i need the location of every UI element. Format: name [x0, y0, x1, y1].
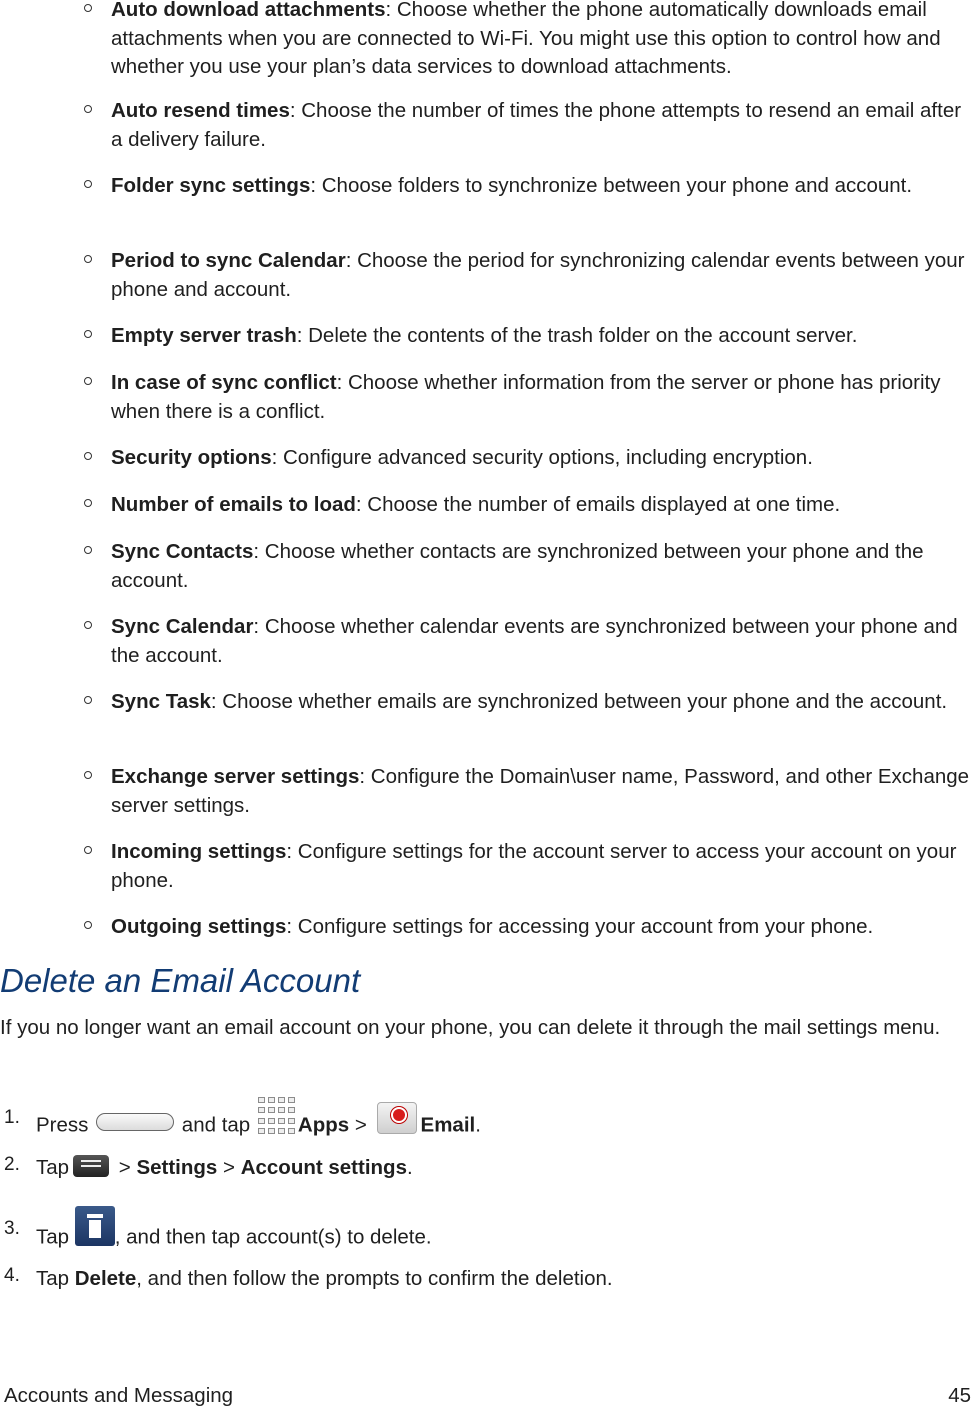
bullet-term: Incoming settings — [111, 840, 287, 863]
bullet-folder-sync-settings — [84, 172, 973, 201]
bullet-marker — [84, 921, 92, 929]
bullet-incoming-settings — [84, 838, 973, 895]
apps-label: Apps — [297, 1113, 350, 1137]
step-separator: > — [349, 1113, 373, 1137]
bullet-marker — [84, 4, 92, 12]
bullet-auto-download-attachments — [84, 0, 973, 82]
step-number: 4. — [4, 1265, 20, 1286]
bullet-term: Number of emails to load — [111, 493, 356, 516]
bullet-marker — [84, 696, 92, 704]
section-heading: Delete an Email Account — [0, 962, 361, 999]
bullet-sync-task — [84, 688, 973, 717]
bullet-text — [111, 444, 973, 473]
bullet-text — [111, 369, 973, 426]
bullet-desc: : Delete the contents of the trash folder on the account server. — [296, 324, 858, 347]
delete-label: Delete — [74, 1267, 137, 1290]
step-text: , and then tap account(s) to delete. — [114, 1225, 432, 1249]
home-key-icon — [96, 1113, 174, 1131]
step-number: 2. — [4, 1154, 20, 1175]
bullet-exchange-server-settings — [84, 763, 973, 820]
bullet-marker — [84, 330, 92, 338]
step-body — [36, 1218, 432, 1258]
trash-icon — [75, 1206, 115, 1246]
bullet-term: Auto resend times — [111, 99, 290, 122]
bullet-marker — [84, 255, 92, 263]
step-body — [36, 1154, 413, 1182]
bullet-outgoing-settings — [84, 913, 973, 942]
bullet-desc: : Configure the Domain\user name, Password, and other Exchange server settings. — [111, 765, 970, 817]
bullet-marker — [84, 180, 92, 188]
email-label: Email — [420, 1113, 476, 1137]
bullet-text — [111, 838, 973, 895]
bullet-text — [111, 688, 973, 717]
bullet-marker — [84, 452, 92, 460]
bullet-text — [111, 97, 973, 154]
step-body — [36, 1265, 613, 1293]
bullet-term: In case of sync conflict — [111, 371, 337, 394]
bullet-desc: : Choose whether the phone automatically downloads email attachments when you are connected to Wi-Fi. You might use this option to control how and whether you use your plan’s data services to download attachments. — [111, 0, 941, 78]
bullet-term: Auto download attachments — [111, 0, 386, 21]
bullet-term: Period to sync Calendar — [111, 249, 346, 272]
bullet-marker — [84, 377, 92, 385]
bullet-marker — [84, 846, 92, 854]
bullet-text — [111, 913, 973, 942]
bullet-marker — [84, 621, 92, 629]
bullet-desc: : Configure advanced security options, including encryption. — [271, 446, 813, 469]
step-body — [36, 1107, 481, 1145]
settings-label: Settings — [136, 1156, 218, 1179]
step-separator: > — [217, 1156, 241, 1179]
account-settings-label: Account settings — [240, 1156, 407, 1179]
bullet-text — [111, 322, 973, 351]
bullet-term: Sync Task — [111, 690, 211, 713]
bullet-marker — [84, 546, 92, 554]
bullet-desc: : Choose whether contacts are synchronized between your phone and the account. — [111, 540, 924, 592]
bullet-term: Sync Contacts — [111, 540, 254, 563]
menu-key-icon — [73, 1155, 109, 1177]
step-text: Press — [36, 1113, 89, 1137]
bullet-desc: : Choose the period for synchronizing calendar events between your phone and account. — [111, 249, 965, 301]
bullet-term: Sync Calendar — [111, 615, 254, 638]
bullet-sync-contacts — [84, 538, 973, 595]
step-number: 3. — [4, 1218, 20, 1239]
bullet-text — [111, 763, 973, 820]
bullet-marker — [84, 499, 92, 507]
bullet-number-of-emails-to-load — [84, 491, 973, 520]
bullet-desc: : Choose the number of emails displayed at one time. — [355, 493, 841, 516]
email-app-icon — [377, 1102, 417, 1134]
apps-grid-icon — [258, 1097, 296, 1135]
bullet-text — [111, 538, 973, 595]
bullet-text — [111, 172, 973, 201]
bullet-term: Security options — [111, 446, 272, 469]
bullet-marker — [84, 771, 92, 779]
step-number: 1. — [4, 1107, 20, 1128]
bullet-desc: : Configure settings for the account server to access your account on your phone. — [111, 840, 957, 892]
bullet-in-case-of-sync-conflict — [84, 369, 973, 426]
bullet-marker — [84, 105, 92, 113]
step-text: and tap — [176, 1113, 256, 1137]
bullet-text — [111, 247, 973, 304]
bullet-text — [111, 613, 973, 670]
bullet-empty-server-trash — [84, 322, 973, 351]
step-text: . — [406, 1156, 413, 1179]
step-separator: > — [113, 1156, 137, 1179]
bullet-auto-resend-times — [84, 97, 973, 154]
step-text: Tap — [36, 1267, 75, 1290]
step-text: , and then follow the prompts to confirm the deletion. — [136, 1267, 613, 1290]
bullet-text — [111, 0, 973, 82]
footer-section-name: Accounts and Messaging — [4, 1384, 234, 1407]
bullet-desc: : Choose whether information from the server or phone has priority when there is a conflict. — [111, 371, 941, 423]
bullet-period-to-sync-calendar — [84, 247, 973, 304]
bullet-desc: : Choose folders to synchronize between your phone and account. — [310, 174, 913, 197]
bullet-desc: : Choose whether calendar events are synchronized between your phone and the account. — [111, 615, 958, 667]
bullet-sync-calendar — [84, 613, 973, 670]
bullet-term: Folder sync settings — [111, 174, 311, 197]
step-text: Tap — [36, 1156, 70, 1179]
step-text: Tap — [36, 1225, 70, 1249]
footer-page-number: 45 — [948, 1384, 971, 1407]
bullet-term: Exchange server settings — [111, 765, 360, 788]
bullet-security-options — [84, 444, 973, 473]
bullet-term: Outgoing settings — [111, 915, 287, 938]
bullet-text — [111, 491, 973, 520]
bullet-term: Empty server trash — [111, 324, 297, 347]
bullet-desc: : Choose the number of times the phone attempts to resend an email after a delivery failure. — [111, 99, 962, 151]
section-intro: If you no longer want an email account on your phone, you can delete it through the mail settings menu. — [0, 1016, 941, 1039]
bullet-desc: : Choose whether emails are synchronized between your phone and the account. — [210, 690, 948, 713]
bullet-desc: : Configure settings for accessing your account from your phone. — [286, 915, 874, 938]
step-text: . — [475, 1113, 481, 1137]
